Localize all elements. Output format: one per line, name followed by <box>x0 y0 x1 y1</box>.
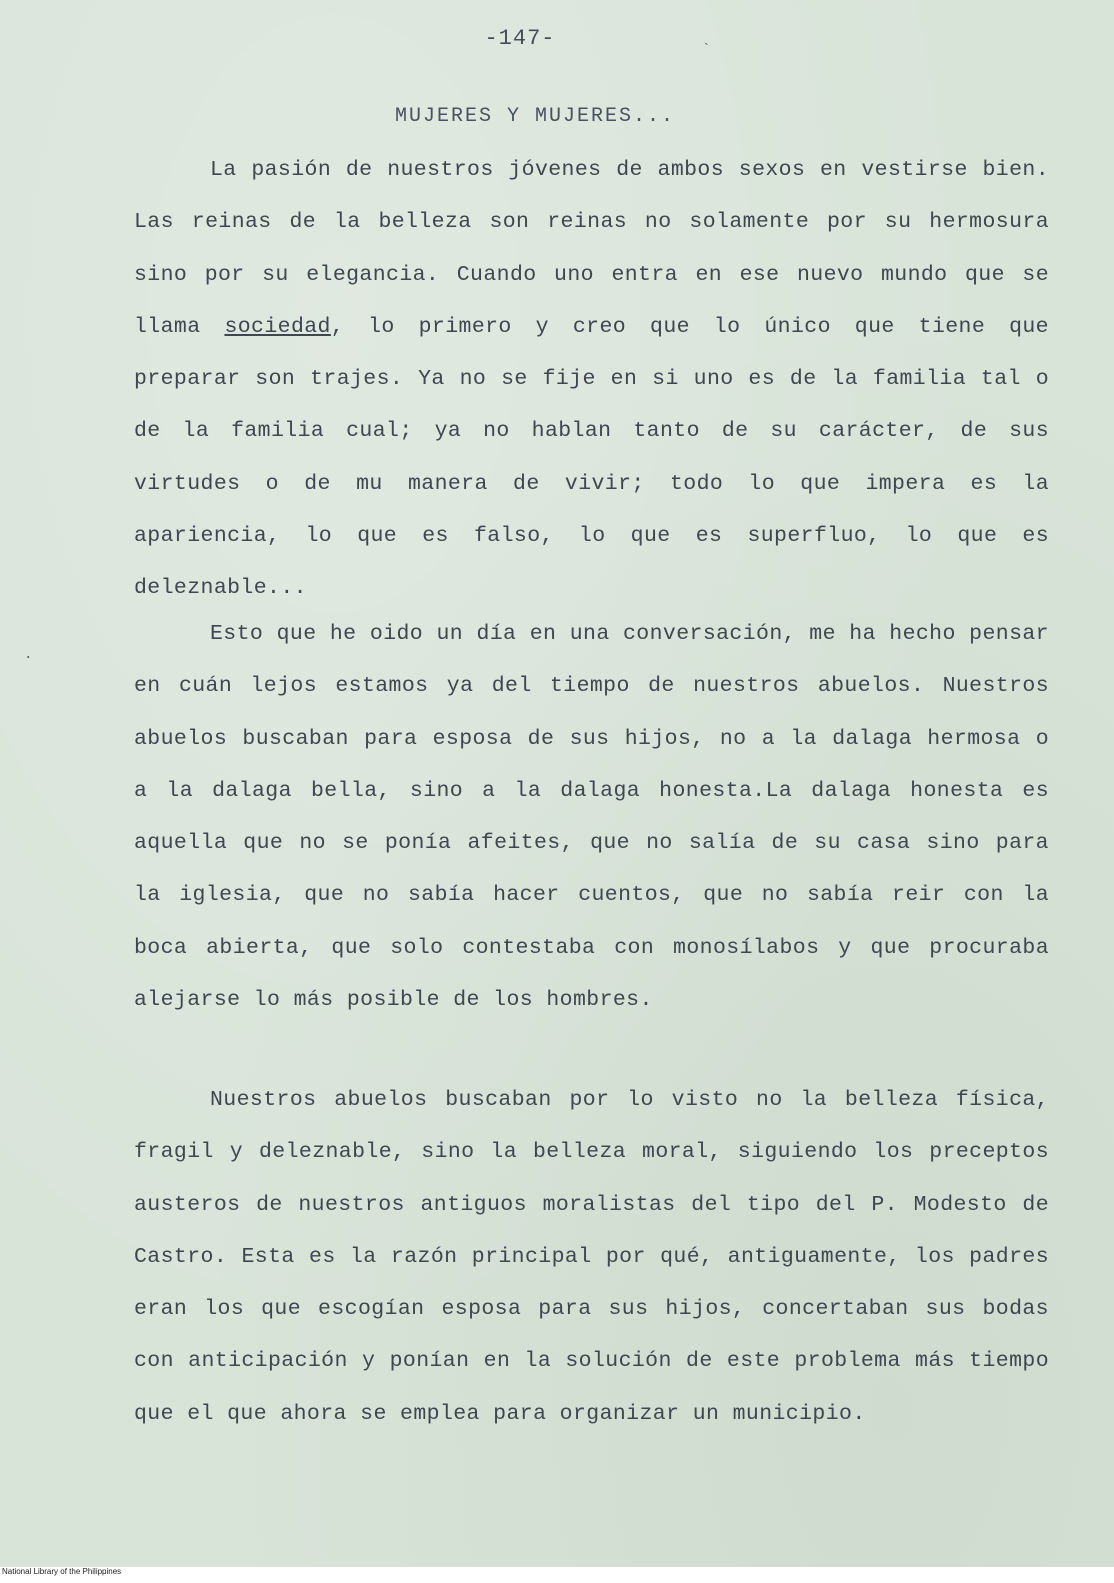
article-title: MUJERES Y MUJERES... <box>394 105 676 128</box>
paragraph-1 <box>134 144 1049 615</box>
paragraph-1-text-start: La pasión de nuestros jóvenes de ambos sexos en vestirse bien. Las reinas de la belleza son reinas no solamente por su hermosura sino por su elegancia. Cuando uno entra en ese nuevo mundo que se llama <box>134 158 1049 339</box>
paragraph-1-text-end: , lo primero y creo que lo único que tiene que preparar son trajes. Ya no se fije en si uno es de la familia tal o de la familia cual; ya no hablan tanto de su carácter, de sus virtudes o de mu manera de vivir; todo lo que impera es la apariencia, lo que es falso, lo que es superfluo, lo que es deleznable... <box>134 314 1049 601</box>
library-credit: National Library of the Philippines <box>2 1567 122 1576</box>
underlined-word: sociedad <box>224 314 331 339</box>
ink-speck: ˴ <box>704 36 713 52</box>
paragraph-2: Esto que he oido un día en una conversación, me ha hecho pensar en cuán lejos estamos ya del tiempo de nuestros abuelos. Nuestros abuelos buscaban para esposa de sus hijos, no a la dalaga hermosa o a la dalaga bella, sino a la dalaga honesta.La dalaga honesta es aquella que no se ponía afeites, que no salía de su casa sino para la iglesia, que no sabía hacer cuentos, que no sabía reir con la boca abierta, que solo contestaba con monosílabos y que procuraba alejarse lo más posible de los hombres. <box>134 622 1049 1013</box>
paragraph-3: Nuestros abuelos buscaban por lo visto no la belleza física, fragil y deleznable, sino la belleza moral, siguiendo los preceptos austeros de nuestros antiguos moralistas del tipo del P. Modesto de Castro. Esta es la razón principal por qué, antiguamente, los padres eran los que escogían esposa para sus hijos, concertaban sus bodas con anticipación y ponían en la solución de este problema más tiempo que el que ahora se emplea para organizar un municipio. <box>134 1088 1049 1426</box>
ink-speck-margin: · <box>24 650 33 666</box>
page-number: -147- <box>484 26 556 51</box>
